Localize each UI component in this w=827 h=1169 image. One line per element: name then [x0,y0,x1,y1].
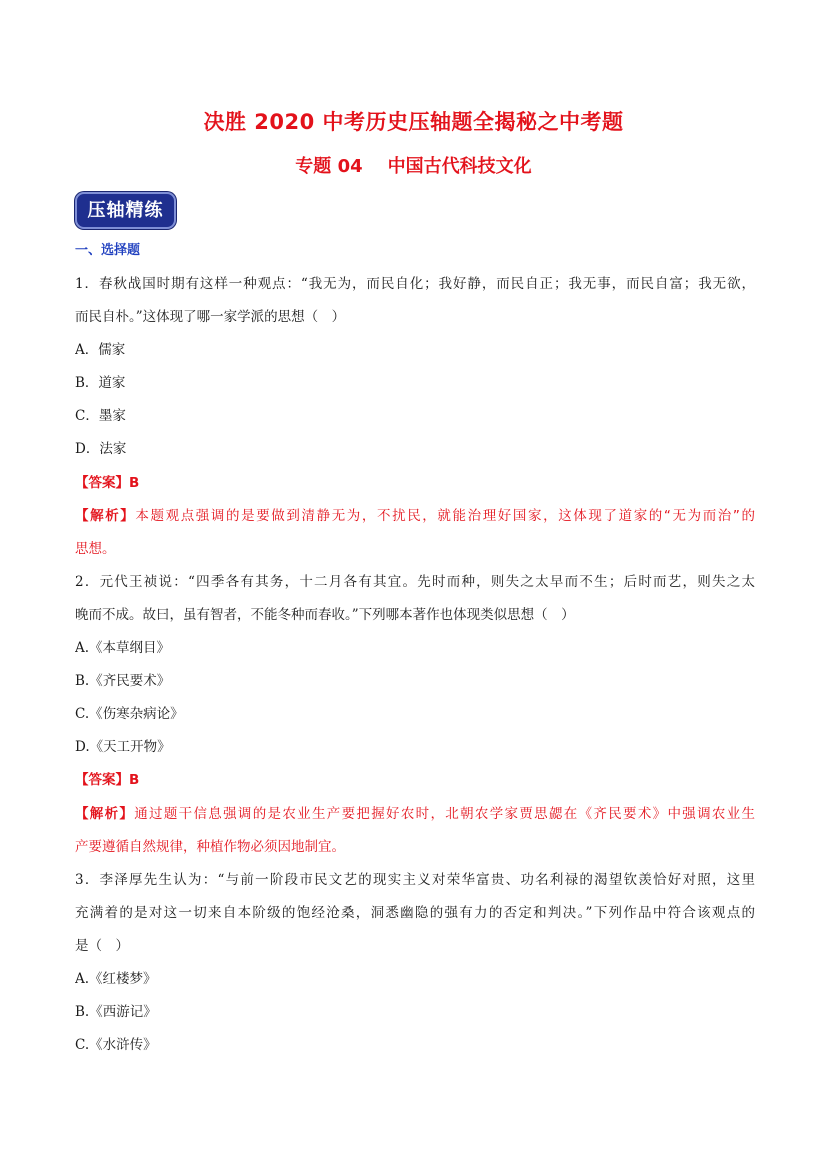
document-title: 决胜 2020 中考历史压轴题全揭秘之中考题 [203,110,624,134]
answer-value: B [129,772,140,789]
document-subtitle: 专题 04 中国古代科技文化 [295,156,532,177]
analysis-text: 通过题干信息强调的是农业生产要把握好农时，北朝农学家贾思勰在《齐民要术》中强调农业生 [134,805,755,822]
question-stem-line: 而民自朴。”这体现了哪一家学派的思想（ ） [75,309,346,326]
option-b: B.《西游记》 [75,1004,157,1021]
question-stem-line: 是（ ） [75,937,129,954]
option-a: A.《红楼梦》 [75,970,157,987]
analysis-text: 产要遵循自然规律，种植作物必须因地制宜。 [75,838,345,855]
option-d: D．法家 [75,441,127,458]
answer-label: 【答案】 [75,772,129,789]
option-c: C.《水浒传》 [75,1037,157,1054]
option-c: C.《伤寒杂病论》 [75,706,184,723]
section-heading: 一、选择题 [75,243,141,258]
answer-label: 【答案】 [75,474,129,491]
option-a: A．儒家 [75,342,126,359]
analysis-label: 【解析】 [75,507,136,524]
question-stem-line: 充满着的是对这一切来自本阶级的饱经沧桑，洞悉幽隐的强有力的否定和判决。”下列作品中符合该观点的 [75,904,755,921]
question-1 [75,268,755,566]
option-b: B．道家 [75,375,126,392]
question-stem-line: 晚而不成。故曰，虽有智者，不能冬种而春收。”下列哪本著作也体现类似思想（ ） [75,606,575,623]
question-3 [75,864,755,1063]
analysis-text: 思想。 [75,540,116,557]
section-badge: 压轴精练 [75,192,176,229]
option-b: B.《齐民要术》 [75,673,171,690]
option-c: C．墨家 [75,408,126,425]
answer-value: B [129,474,140,491]
analysis-text: 本题观点强调的是要做到清静无为，不扰民，就能治理好国家，这体现了道家的“无为而治”的 [135,507,755,524]
option-d: D.《天工开物》 [75,739,171,756]
question-stem-line: 3．李泽厚先生认为：“与前一阶段市民文艺的现实主义对荣华富贵、功名利禄的渴望钦羡恰好对照，这里 [75,871,755,888]
analysis-label: 【解析】 [75,805,135,822]
question-2 [75,566,755,864]
analysis-line [75,533,755,566]
question-stem-line: 1．春秋战国时期有这样一种观点：“我无为，而民自化；我好静，而民自正；我无事，而民自富；我无欲， [75,276,755,292]
analysis-line [75,798,755,831]
question-list [75,268,755,1062]
answer-line [75,467,755,500]
question-stem-line: 2．元代王祯说：“四季各有其务，十二月各有其宜。先时而种，则失之太早而不生；后时而艺，则失之太 [75,573,755,590]
analysis-line [75,500,755,533]
analysis-line [75,831,755,864]
option-a: A.《本草纲目》 [75,640,171,657]
answer-line [75,764,755,797]
